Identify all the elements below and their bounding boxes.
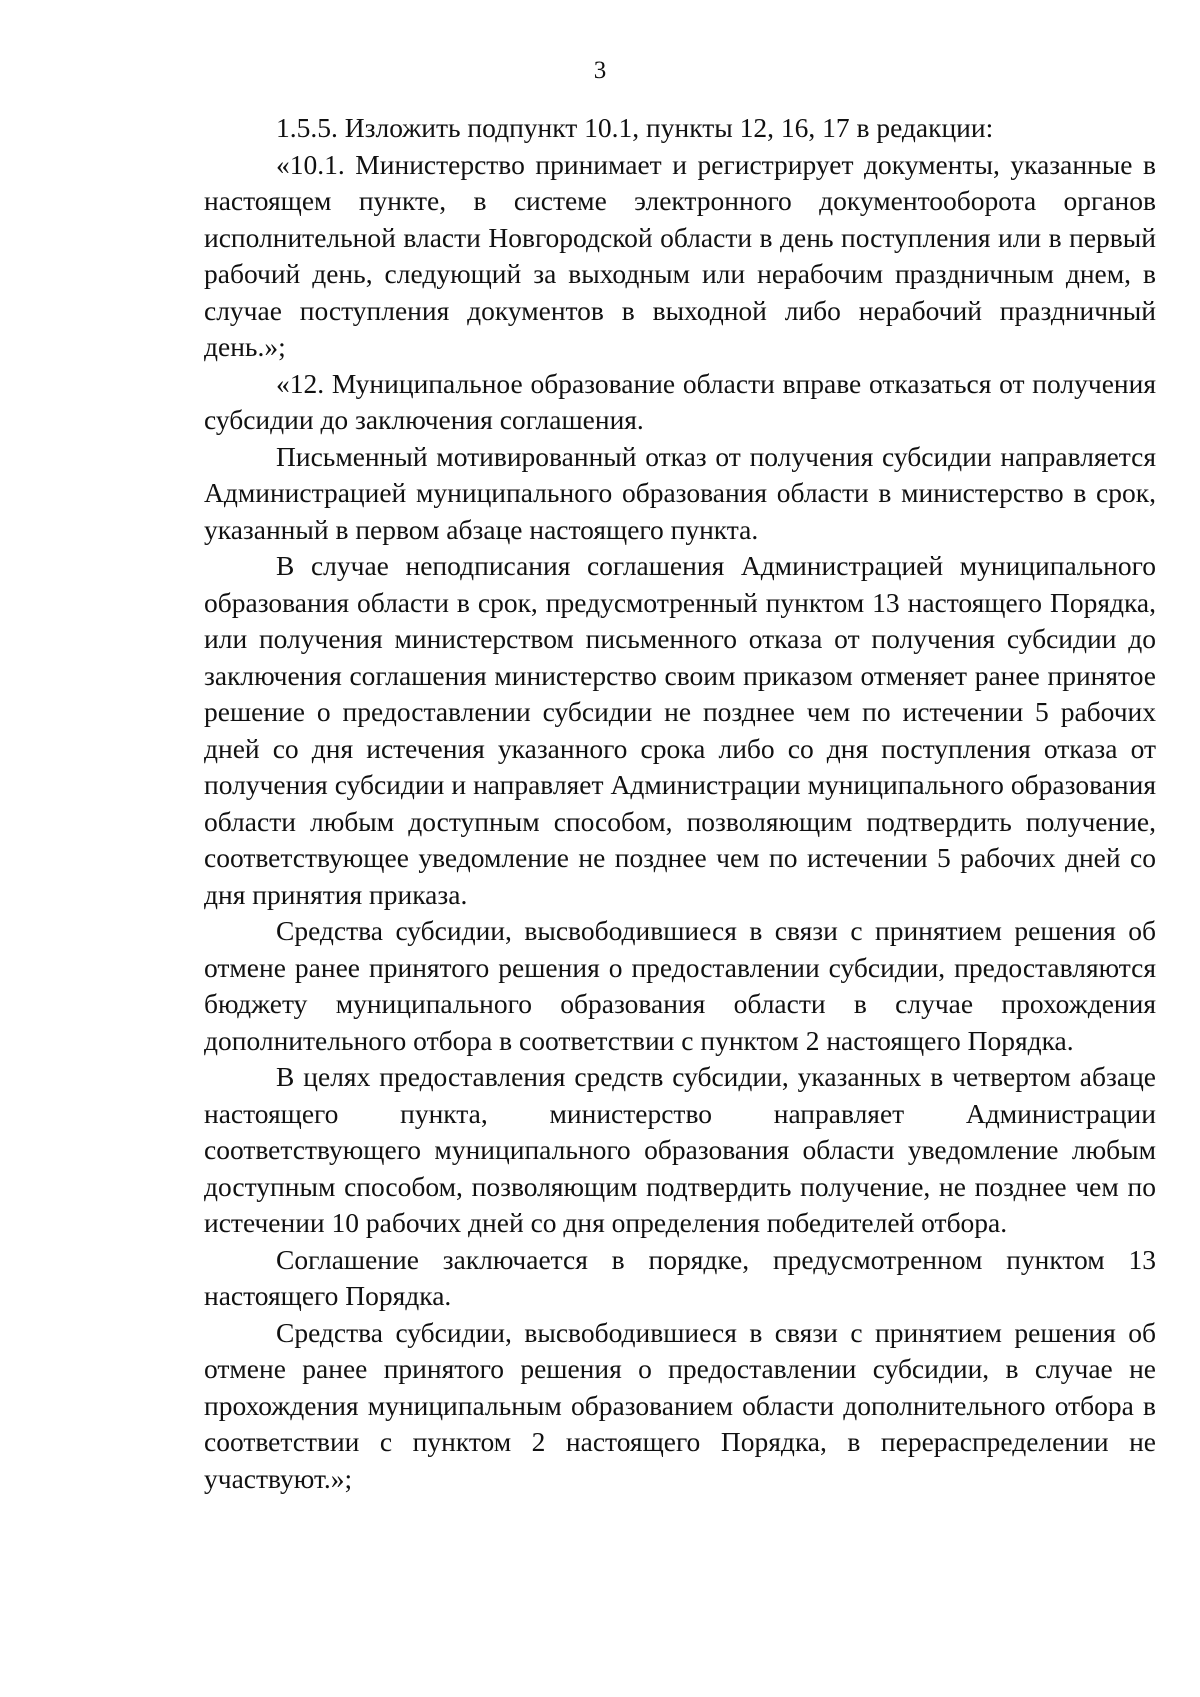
paragraph-non-signing: В случае неподписания соглашения Администрацией муниципального образования области в срок, предусмотренный пунктом 13 настоящего Порядка, или получения министерством письменного отказа от получения субсидии до заключения соглашения министерство своим приказом отменяет ранее принятое решение о предоставлении субсидии не позднее чем по истечении 5 рабочих дней со дня истечения указанного срока либо со дня поступления отказа от получения субсидии и направляет Администрации муниципального образования области любым доступным способом, позволяющим подтвердить получение, соответствующее уведомление не позднее чем по истечении 5 рабочих дней со дня принятия приказа. [204, 550, 1156, 910]
paragraph-10-1: «10.1. Министерство принимает и регистрирует документы, указанные в настоящем пункте, в системе электронного документооборота органов исполнительной власти Новгородской области в день поступления или в первый рабочий день, следующий за выходным или нерабочим праздничным днем, в случае поступления документов в выходной либо нерабочий праздничный день.»; [204, 148, 1156, 362]
paragraph-refusal: Письменный мотивированный отказ от получения субсидии направляется Администрацией муниципального образования области в министерство в срок, указанный в первом абзаце настоящего пункта. [204, 440, 1156, 545]
document-body [204, 110, 1156, 1497]
page-number: 3 [593, 57, 607, 84]
paragraph-redistribution: Средства субсидии, высвободившиеся в связи с принятием решения об отмене ранее принятого решения о предоставлении субсидии, в случае не прохождения муниципальным образованием области дополнительного отбора в соответствии с пунктом 2 настоящего Порядка, в перераспределении не участвуют.»; [204, 1316, 1156, 1494]
paragraph-12: «12. Муниципальное образование области вправе отказаться от получения субсидии до заключения соглашения. [204, 367, 1156, 435]
paragraph-notification: В целях предоставления средств субсидии, указанных в четвертом абзаце настоящего пункта, министерство направляет Администрации соответствующего муниципального образования области уведомление любым доступным способом, позволяющим подтвердить получение, не позднее чем по истечении 10 рабочих дней со дня определения победителей отбора. [204, 1061, 1156, 1238]
paragraph-released-funds: Средства субсидии, высвободившиеся в связи с принятием решения об отмене ранее принятого решения о предоставлении субсидии, предоставляются бюджету муниципального образования области в случае прохождения дополнительного отбора в соответствии с пунктом 2 настоящего Порядка. [204, 915, 1156, 1056]
paragraph-agreement: Соглашение заключается в порядке, предусмотренном пунктом 13 настоящего Порядка. [204, 1243, 1156, 1311]
paragraph-1-5-5: 1.5.5. Изложить подпункт 10.1, пункты 12, 16, 17 в редакции: [276, 112, 994, 143]
